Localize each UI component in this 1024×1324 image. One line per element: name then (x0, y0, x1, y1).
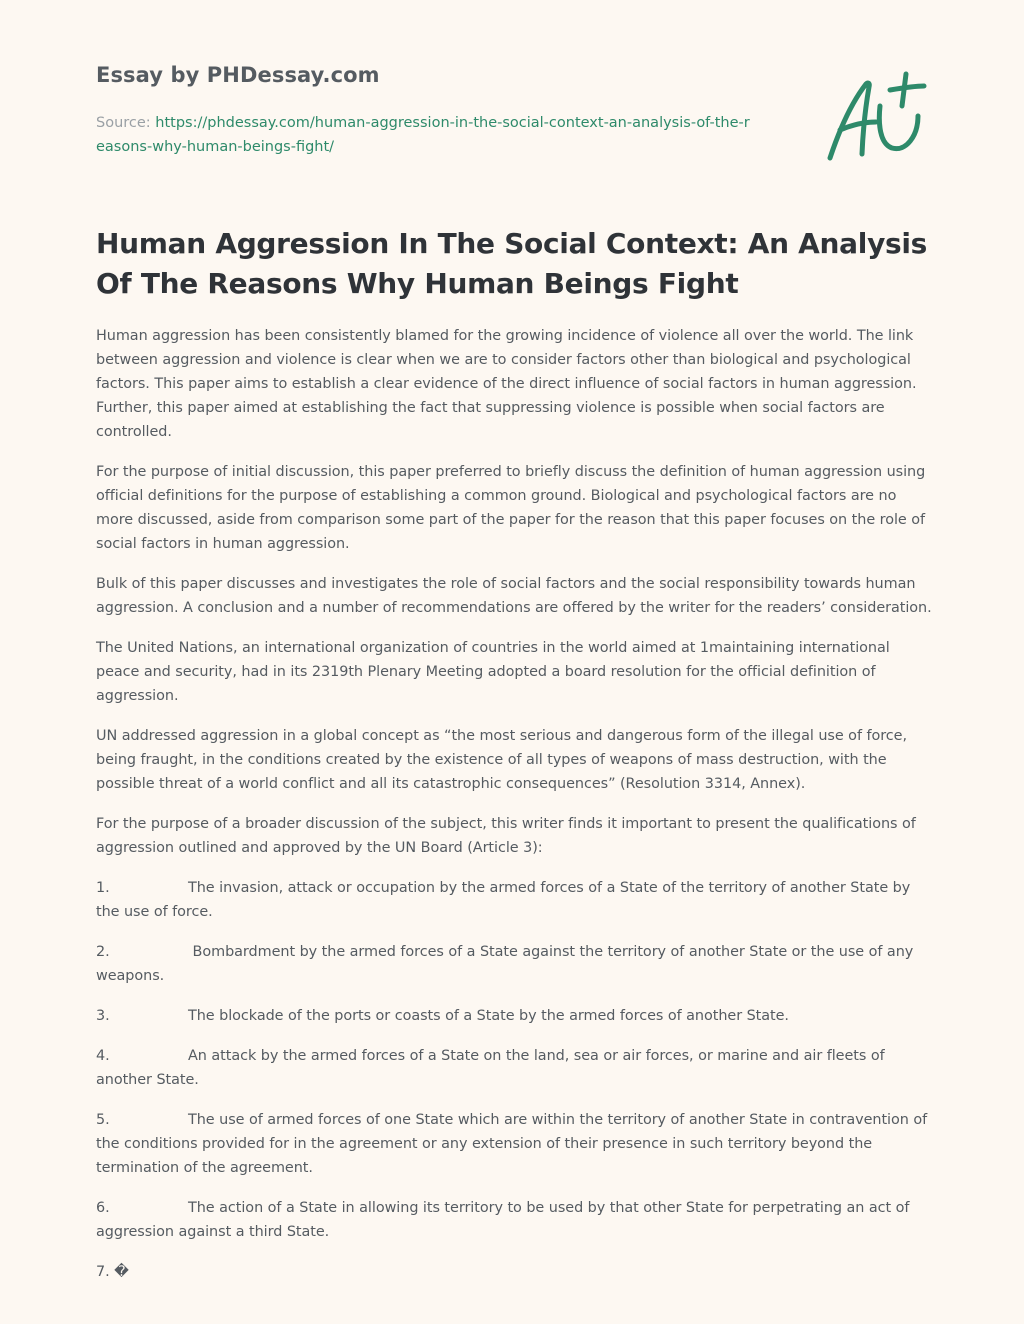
paragraph: For the purpose of a broader discussion of the subject, this writer finds it important to present the qualifications of aggression outlined and approved by the UN Board (Article 3): (96, 816, 916, 856)
site-brand: Essay by PHDessay.com (96, 63, 380, 87)
list-item (96, 876, 932, 924)
paragraph: The United Nations, an international organization of countries in the world aimed at 1maintaining international peace and security, had in its 2319th Plenary Meeting adopted a board resolution for the official definition of aggression. (96, 640, 890, 704)
list-item-text: The action of a State in allowing its territory to be used by that other State for perpetrating an act of aggression against a third State. (96, 1200, 910, 1240)
article-title: Human Aggression In The Social Context: An Analysis Of The Reasons Why Human Beings Fight (96, 227, 928, 300)
list-item (96, 1004, 932, 1028)
list-item-text: The invasion, attack or occupation by the armed forces of a State of the territory of another State by the use of force. (96, 880, 911, 920)
source-link[interactable]: https://phdessay.com/human-aggression-in-the-social-context-an-analysis-of-the-reasons-why-human-beings-fight/ (96, 115, 750, 155)
list-item-text: Bombardment by the armed forces of a State against the territory of another State or the use of any weapons. (96, 944, 914, 984)
source-label: Source: (96, 115, 156, 131)
list-item-text: The blockade of the ports or coasts of a State by the armed forces of another State. (188, 1008, 789, 1024)
article-body (96, 324, 932, 1300)
paragraph: UN addressed aggression in a global concept as “the most serious and dangerous form of the illegal use of force, being fraught, in the conditions created by the existence of all types of weapons of mass destruction, with the possible threat of a world conflict and all its catastrophic consequences” (Resolution 3314, Annex). (96, 728, 907, 792)
list-item-number: 1. (96, 880, 110, 896)
a-plus-logo-icon (818, 66, 930, 168)
paragraph: Bulk of this paper discusses and investigates the role of social factors and the social responsibility towards human aggression. A conclusion and a number of recommendations are offered by the writer for the readers’ consideration. (96, 576, 932, 616)
paragraph: Human aggression has been consistently blamed for the growing incidence of violence all over the world. The link between aggression and violence is clear when we are to consider factors other than biological and psychological factors. This paper aims to establish a clear evidence of the direct influence of social factors in human aggression. Further, this paper aimed at establishing the fact that suppressing violence is possible when social factors are controlled. (96, 328, 917, 440)
list-item-number: 2. (96, 944, 110, 960)
list-item-number: 3. (96, 1008, 110, 1024)
list-item-number: 4. (96, 1048, 110, 1064)
list-item-number: 5. (96, 1112, 110, 1128)
list-item (96, 1108, 932, 1180)
list-item (96, 1196, 932, 1244)
list-item-text: The use of armed forces of one State which are within the territory of another State in contravention of the conditions provided for in the agreement or any extension of their presence in such territory beyond the termination of the agreement. (96, 1112, 928, 1176)
paragraph: For the purpose of initial discussion, this paper preferred to briefly discuss the definition of human aggression using official definitions for the purpose of establishing a common ground. Biological and psychological factors are no more discussed, aside from comparison some part of the paper for the reason that this paper focuses on the role of social factors in human aggression. (96, 464, 926, 552)
source-line (96, 111, 756, 159)
list-item-number: 7. (96, 1264, 110, 1280)
list-item-text: An attack by the armed forces of a State on the land, sea or air forces, or marine and air fleets of another State. (96, 1048, 885, 1088)
list-item (96, 940, 932, 988)
list-item-number: 6. (96, 1200, 110, 1216)
list-item (96, 1044, 932, 1092)
list-item (96, 1260, 932, 1284)
list-item-text: � (114, 1264, 129, 1280)
